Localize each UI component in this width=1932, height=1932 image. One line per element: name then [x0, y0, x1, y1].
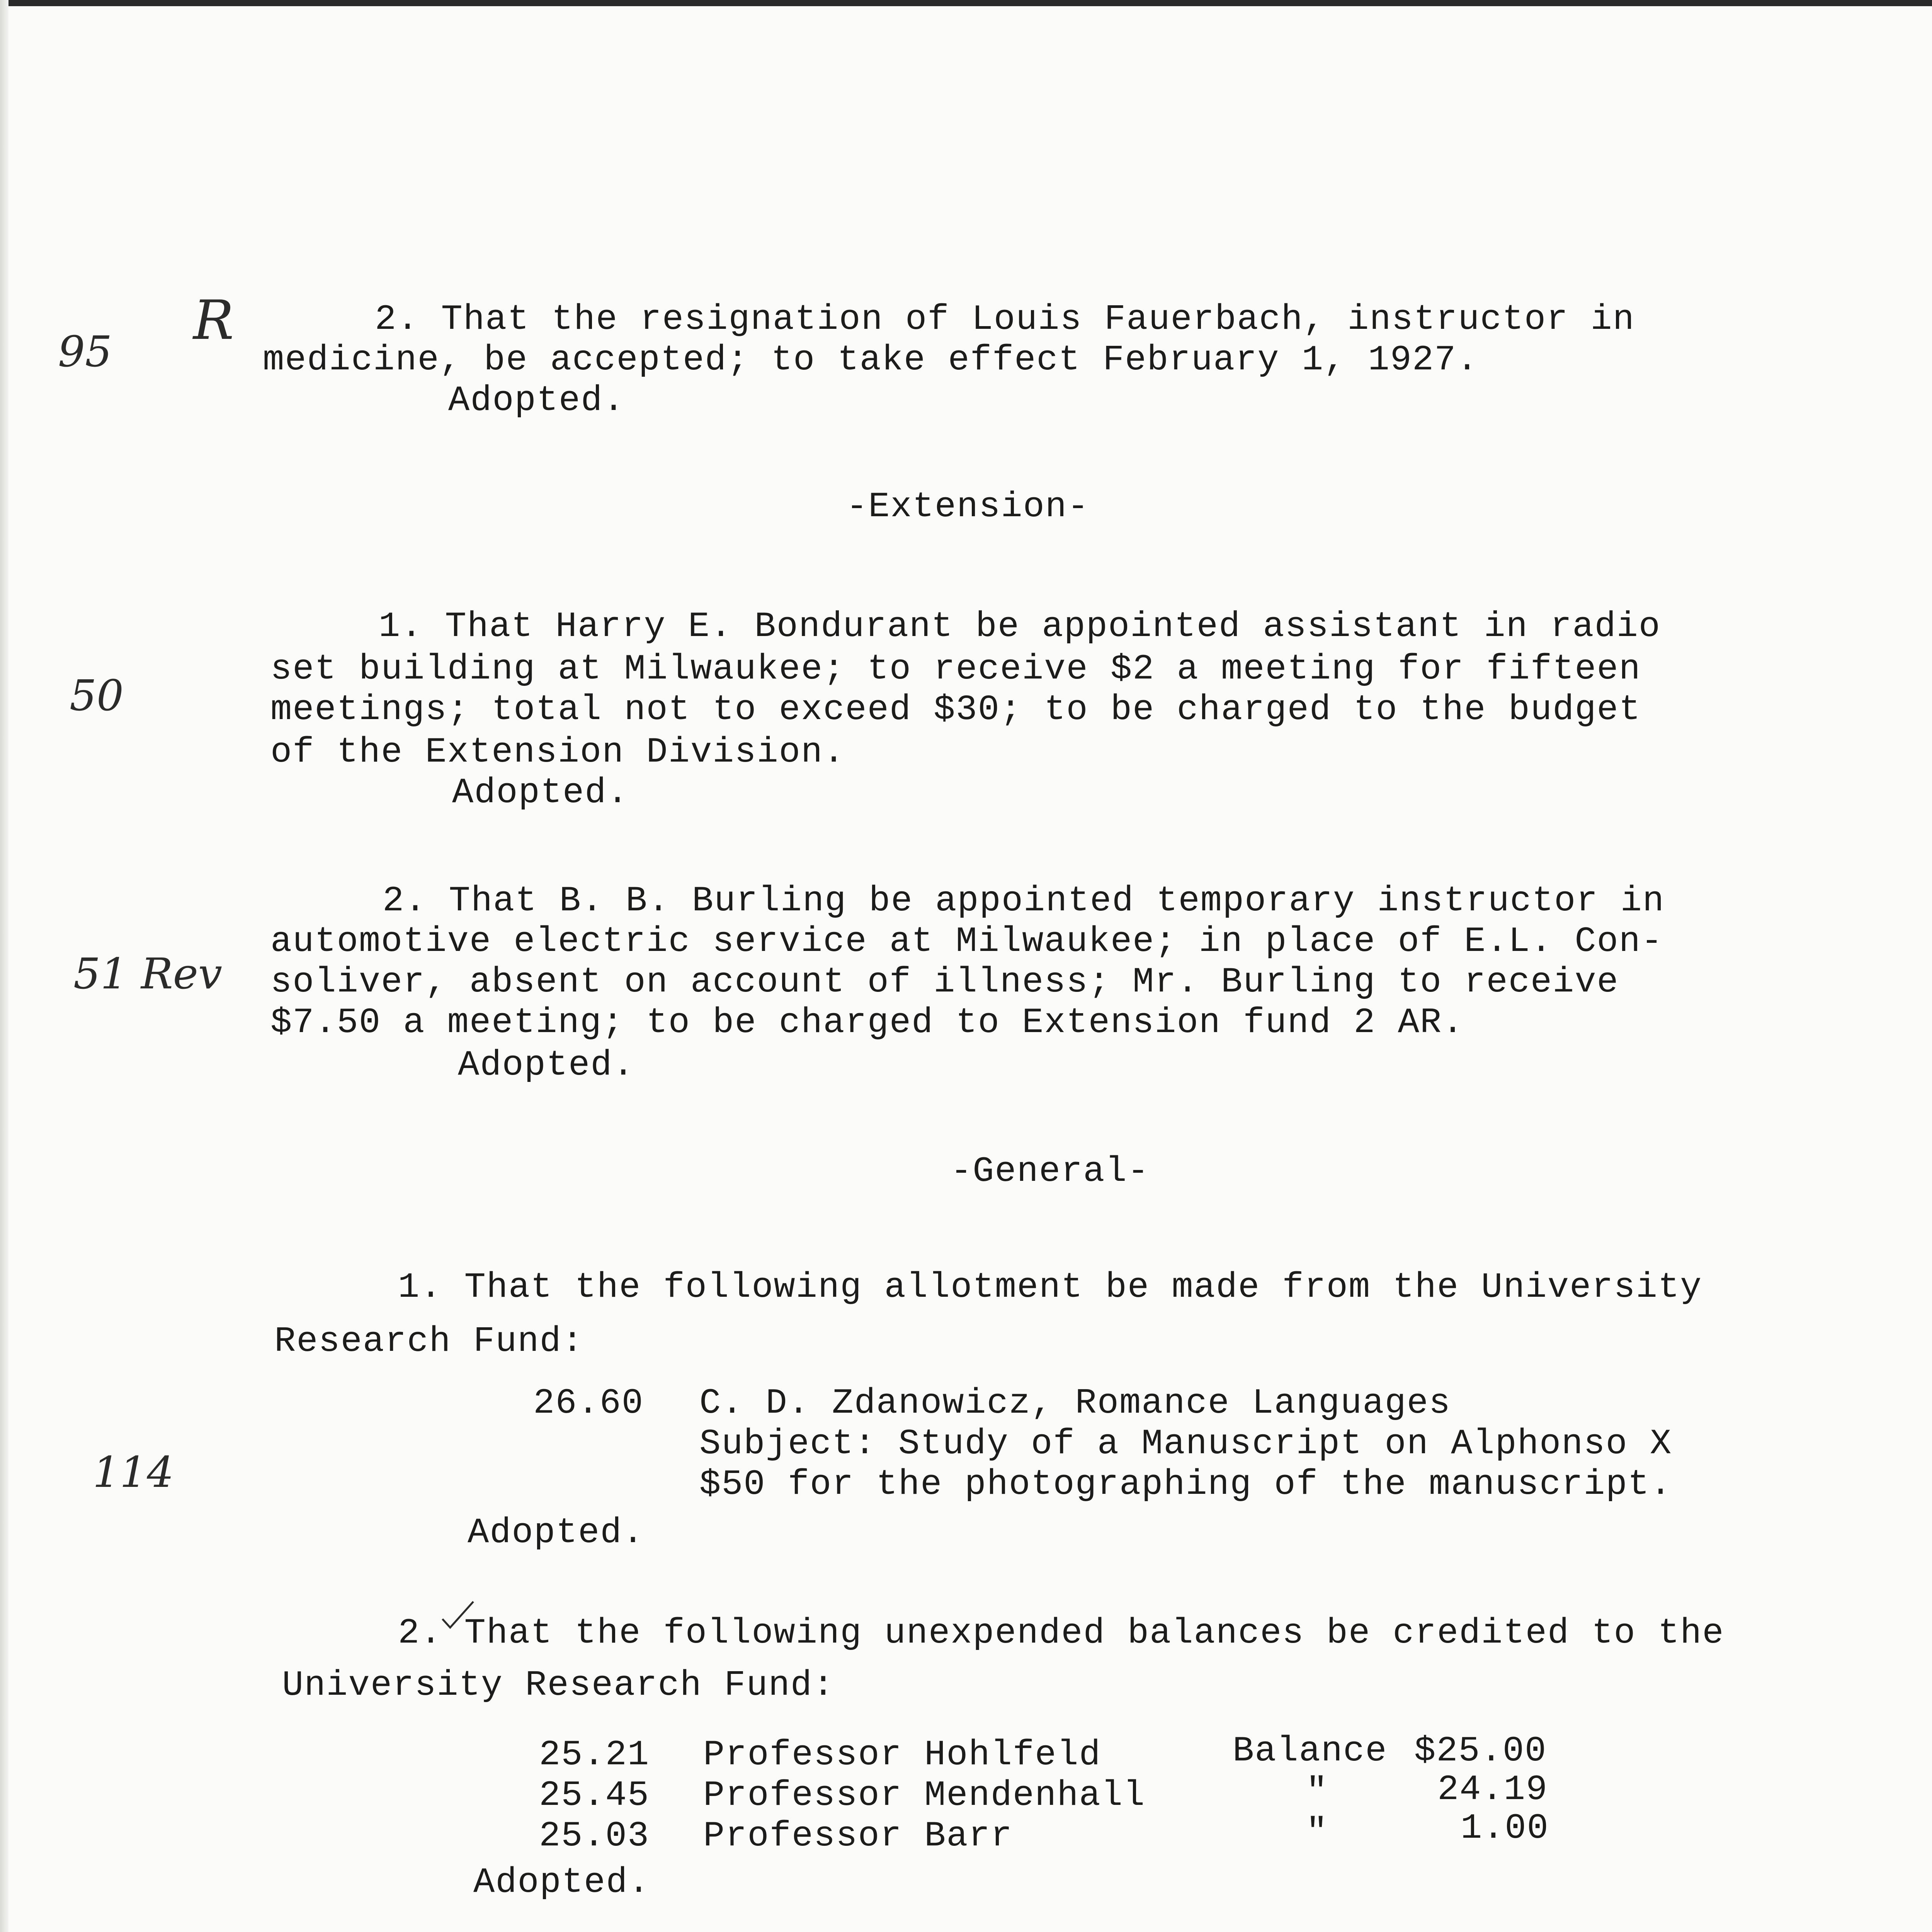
- general-item1-detail-1: C. D. Zdanowicz, Romance Languages: [699, 1383, 1451, 1423]
- extension-item2-line-4: $7.50 a meeting; to be charged to Extension fund 2 AR.: [270, 1002, 1464, 1043]
- margin-note-95: 95: [58, 327, 112, 376]
- extension-item1-adopted: Adopted.: [452, 772, 629, 813]
- balance-row-1-name: Professor Hohlfeld: [703, 1735, 1101, 1775]
- balance-row-3-amount: 1.00: [1461, 1808, 1549, 1849]
- section-heading-extension: -Extension-: [846, 486, 1090, 527]
- general-item1-detail-3: $50 for the photographing of the manuscript.: [699, 1464, 1672, 1505]
- balance-row-2-ditto: ": [1306, 1771, 1328, 1812]
- extension-item1-line-4: of the Extension Division.: [270, 732, 845, 772]
- balance-row-3-name: Professor Barr: [703, 1816, 1013, 1856]
- margin-note-51-rev: 51 Rev: [73, 949, 222, 998]
- resignation-adopted: Adopted.: [448, 380, 625, 421]
- balance-row-2-name: Professor Mendenhall: [703, 1775, 1146, 1816]
- resignation-line-1: 2. That the resignation of Louis Fauerbach, instructor in: [375, 299, 1635, 340]
- general-item1-line-2: Research Fund:: [274, 1321, 584, 1362]
- general-item1-fund-code: 26.60: [533, 1383, 644, 1423]
- section-heading-general: -General-: [951, 1151, 1150, 1192]
- scan-top-edge: [0, 0, 1932, 6]
- extension-item2-adopted: Adopted.: [458, 1045, 635, 1085]
- balance-row-1-code: 25.21: [539, 1735, 650, 1775]
- extension-item1-line-2: set building at Milwaukee; to receive $2 a meeting for fifteen: [270, 649, 1641, 689]
- balance-row-3-code: 25.03: [539, 1816, 650, 1856]
- general-item2-line-2: University Research Fund:: [282, 1665, 835, 1706]
- extension-item2-line-1: 2. That B. B. Burling be appointed temporary instructor in: [383, 881, 1665, 921]
- balance-row-1-amount: $25.00: [1414, 1731, 1547, 1771]
- resignation-line-2: medicine, be accepted; to take effect February 1, 1927.: [263, 340, 1479, 380]
- margin-note-114: 114: [93, 1447, 174, 1497]
- margin-note-initial: R: [193, 289, 234, 352]
- extension-item2-line-2: automotive electric service at Milwaukee; in place of E.L. Con-: [270, 921, 1663, 962]
- general-item2-adopted: Adopted.: [473, 1862, 650, 1903]
- balance-row-2-code: 25.45: [539, 1775, 650, 1816]
- balance-row-3-ditto: ": [1306, 1812, 1328, 1852]
- margin-note-50: 50: [70, 671, 124, 720]
- extension-item2-line-3: soliver, absent on account of illness; Mr. Burling to receive: [270, 962, 1619, 1002]
- balance-label: Balance: [1233, 1731, 1388, 1771]
- balance-row-2-amount: 24.19: [1437, 1769, 1548, 1810]
- general-item2-line-1: 2. That the following unexpended balances be credited to the: [398, 1613, 1725, 1653]
- general-item1-adopted: Adopted.: [468, 1512, 645, 1553]
- extension-item1-line-1: 1. That Harry E. Bondurant be appointed assistant in radio: [379, 606, 1661, 647]
- scan-left-edge: [0, 0, 9, 1932]
- general-item1-detail-2: Subject: Study of a Manuscript on Alphonso X: [699, 1423, 1672, 1464]
- general-item1-line-1: 1. That the following allotment be made from the University: [398, 1267, 1702, 1308]
- extension-item1-line-3: meetings; total not to exceed $30; to be charged to the budget: [270, 689, 1641, 730]
